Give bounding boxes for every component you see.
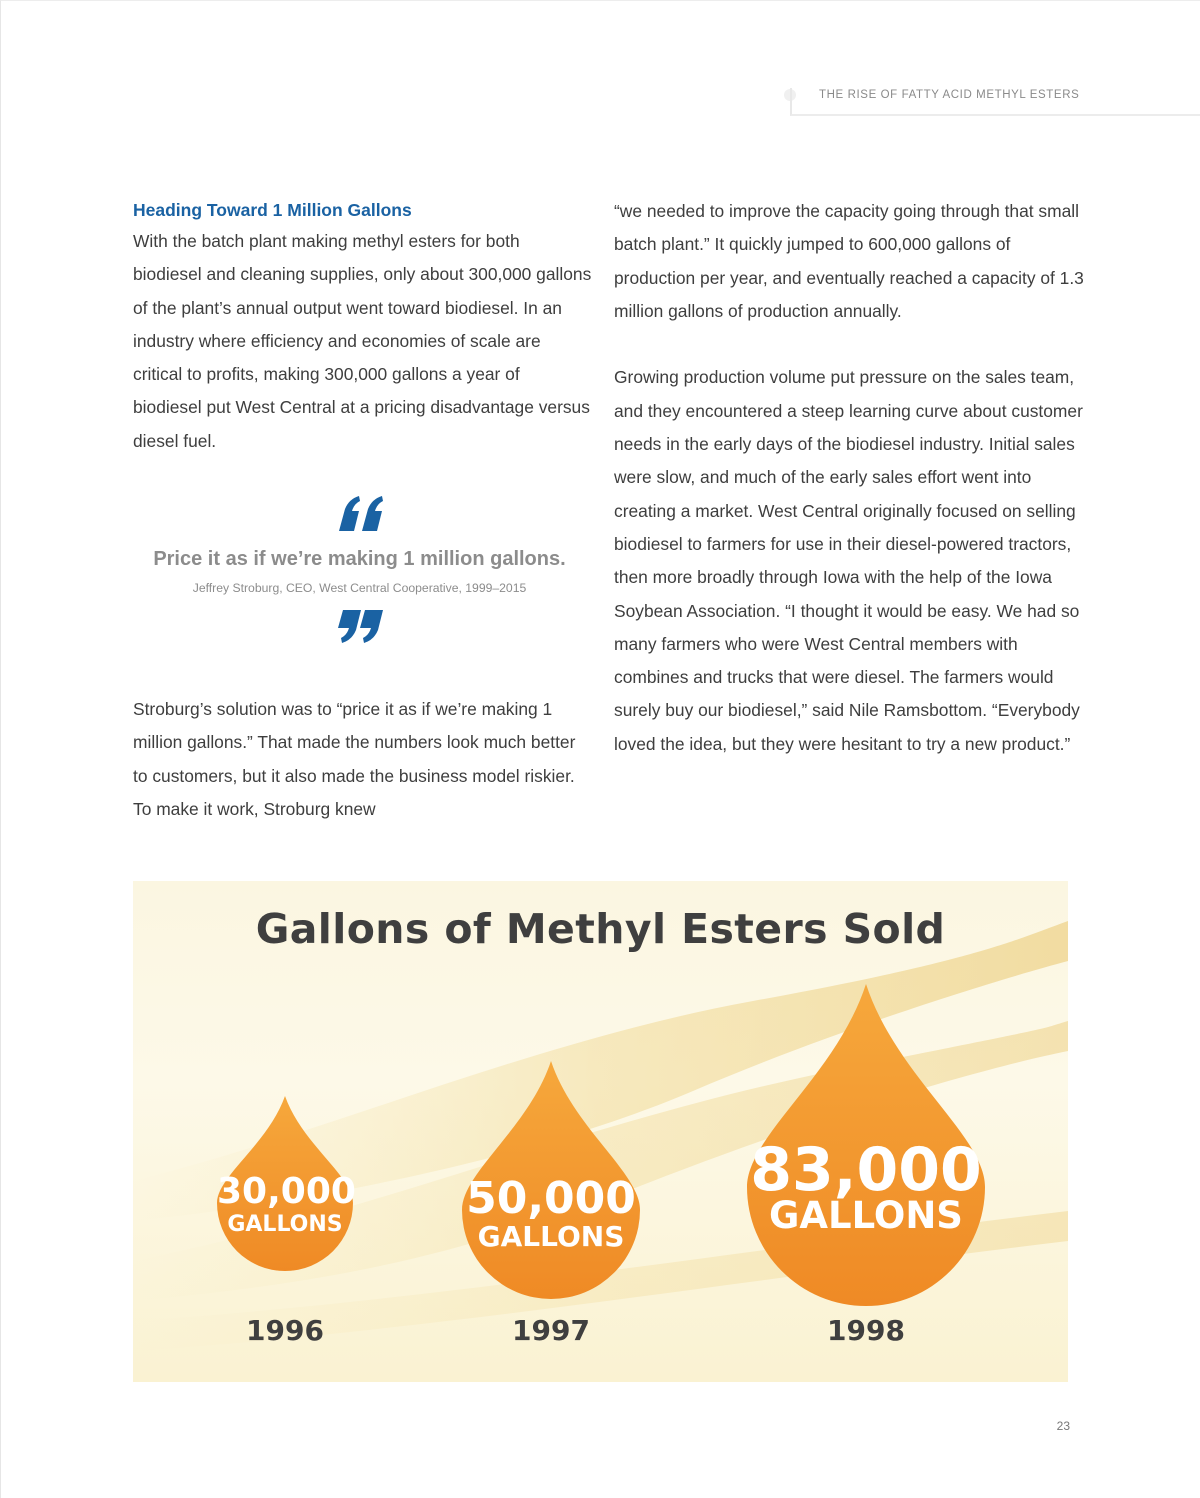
- droplet-1998: [747, 984, 985, 1306]
- left-paragraph-1: With the batch plant making methyl esters for both biodiesel and cleaning supplies, only about 300,000 gallons of the plant’s annual output went toward biodiesel. In an industry where efficiency and economies of scale are critical to profits, making 300,000 gallons a year of biodiesel put West Central at a pricing disadvantage versus diesel fuel.: [133, 231, 592, 451]
- year-label-1996: 1996: [246, 1314, 324, 1347]
- droplet-unit: GALLONS: [227, 1212, 343, 1238]
- right-paragraph-1: “we needed to improve the capacity going through that small batch plant.” It quickly jumped to 600,000 gallons of production per year, and eventually reached a capacity of 1.3 million gallons of production annually.: [614, 201, 1084, 321]
- page-number: 23: [1056, 1419, 1070, 1433]
- year-label-1998: 1998: [827, 1314, 905, 1347]
- infographic-title: Gallons of Methyl Esters Sold: [255, 905, 946, 953]
- left-paragraph-2: Stroburg’s solution was to “price it as if we’re making 1 million gallons.” That made the numbers look much better to customers, but it also made the business model riskier. To make it work, Stroburg knew: [133, 699, 576, 819]
- running-header-title: THE RISE OF FATTY ACID METHYL ESTERS: [819, 89, 1080, 101]
- droplet-value: 30,000: [217, 1170, 356, 1212]
- droplet-unit: GALLONS: [477, 1220, 625, 1254]
- close-quote-icon: [335, 608, 385, 648]
- pull-quote: [133, 493, 586, 648]
- droplet-1997: [462, 1061, 640, 1299]
- droplet-unit: GALLONS: [769, 1193, 963, 1237]
- right-column: [614, 195, 1084, 761]
- pull-quote-text: Price it as if we’re making 1 million gallons.: [153, 548, 566, 570]
- right-paragraph-2: Growing production volume put pressure on the sales team, and they encountered a steep learning curve about customer needs in the early days of the biodiesel industry. Initial sales were slow, and much of the early sales effort went into creating a market. West Central originally focused on selling biodiesel to farmers for use in their diesel-powered tractors, then more broadly through Iowa with the help of the Iowa Soybean Association. “I thought it would be easy. We had so many farmers who were West Central members with combines and trucks that were diesel. The farmers would surely buy our biodiesel,” said Nile Ramsbottom. “Everybody loved the idea, but they were hesitant to try a new product.”: [614, 367, 1083, 754]
- open-quote-icon: [335, 493, 385, 533]
- droplet-value: 83,000: [750, 1134, 982, 1205]
- droplet-value: 50,000: [466, 1172, 636, 1224]
- infographic-panel: [133, 881, 1068, 1382]
- droplet-1996: [217, 1096, 356, 1271]
- pull-quote-attribution: Jeffrey Stroburg, CEO, West Central Cooperative, 1999–2015: [192, 581, 527, 595]
- section-heading: Heading Toward 1 Million Gallons: [133, 200, 412, 220]
- left-column: [133, 195, 593, 458]
- year-label-1997: 1997: [512, 1314, 590, 1347]
- left-column-continued: [133, 693, 593, 826]
